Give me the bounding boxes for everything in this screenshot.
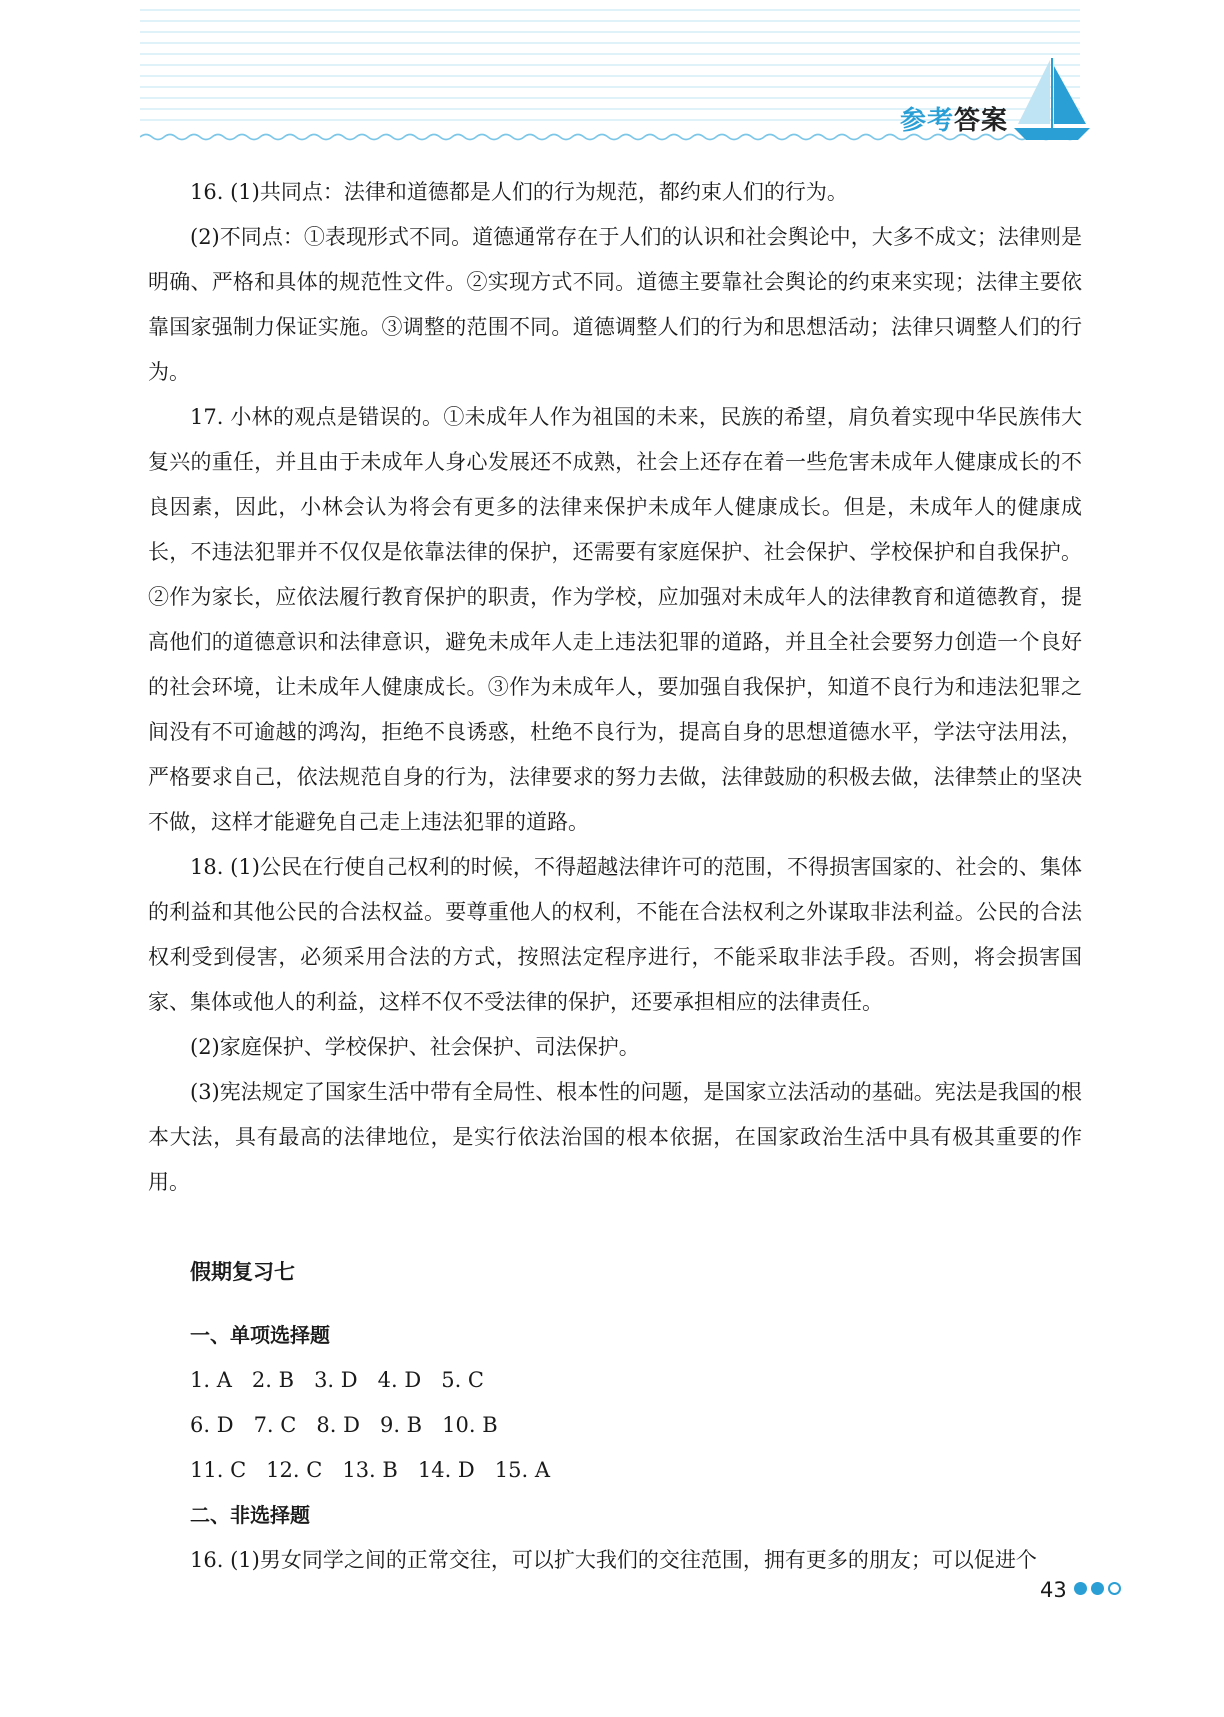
page-number: 43 <box>1040 1578 1067 1602</box>
section-title: 假期复习七 <box>190 1260 295 1284</box>
paragraph-18-2: (2)家庭保护、学校保护、社会保护、司法保护。 <box>190 1035 640 1059</box>
spacer <box>148 1205 1082 1250</box>
page-dots <box>1074 1582 1121 1595</box>
dot-icon <box>1108 1582 1121 1595</box>
part1-title: 一、单项选择题 <box>190 1323 330 1347</box>
paragraph-16-2: (2)不同点：①表现形式不同。道德通常存在于人们的认识和社会舆论中，大多不成文；法律则是明确、严格和具体的规范性文件。②实现方式不同。道德主要靠社会舆论的约束来实现；法律主要依靠国家强制力保证实施。③调整的范围不同。道德调整人们的行为和思想活动；法律只调整人们的行为。 <box>148 225 1082 384</box>
header-title-part1: 参考 <box>900 106 955 136</box>
part2-title: 二、非选择题 <box>190 1503 310 1527</box>
sailboat-icon <box>1012 58 1092 142</box>
dot-icon <box>1074 1582 1087 1595</box>
header-title-part2: 答案 <box>954 106 1009 136</box>
header-title <box>900 100 1008 137</box>
paragraph-16-1: 16. (1)共同点：法律和道德都是人们的行为规范，都约束人们的行为。 <box>190 180 848 204</box>
paragraph-18-3: (3)宪法规定了国家生活中带有全局性、根本性的问题，是国家立法活动的基础。宪法是我国的根本大法，具有最高的法律地位，是实行依法治国的根本依据，在国家政治生活中具有极其重要的作用。 <box>148 1080 1082 1194</box>
answer-row-3: 11. C 12. C 13. B 14. D 15. A <box>190 1458 551 1482</box>
answer-row-2: 6. D 7. C 8. D 9. B 10. B <box>190 1413 498 1437</box>
spacer <box>148 1295 1082 1313</box>
dot-icon <box>1091 1582 1104 1595</box>
paragraph-18-1: 18. (1)公民在行使自己权利的时候，不得超越法律许可的范围，不得损害国家的、社会的、集体的利益和其他公民的合法权益。要尊重他人的权利，不能在合法权利之外谋取非法利益。公民的合法权利受到侵害，必须采用合法的方式，按照法定程序进行，不能采取非法手段。否则，将会损害国家、集体或他人的利益，这样不仅不受法律的保护，还要承担相应的法律责任。 <box>148 855 1082 1014</box>
answer-row-1: 1. A 2. B 3. D 4. D 5. C <box>190 1368 484 1392</box>
paragraph-17: 17. 小林的观点是错误的。①未成年人作为祖国的未来，民族的希望，肩负着实现中华民族伟大复兴的重任，并且由于未成年人身心发展还不成熟，社会上还存在着一些危害未成年人健康成长的不良因素，因此，小林会认为将会有更多的法律来保护未成年人健康成长。但是，未成年人的健康成长，不违法犯罪并不仅仅是依靠法律的保护，还需要有家庭保护、社会保护、学校保护和自我保护。②作为家长，应依法履行教育保护的职责，作为学校，应加强对未成年人的法律教育和道德教育，提高他们的道德意识和法律意识，避免未成年人走上违法犯罪的道路，并且全社会要努力创造一个良好的社会环境，让未成年人健康成长。③作为未成年人，要加强自我保护，知道不良行为和违法犯罪之间没有不可逾越的鸿沟，拒绝不良诱惑，杜绝不良行为，提高自身的思想道德水平，学法守法用法，严格要求自己，依法规范自身的行为，法律要求的努力去做，法律鼓励的积极去做，法律禁止的坚决不做，这样才能避免自己走上违法犯罪的道路。 <box>148 405 1082 834</box>
paragraph-last: 16. (1)男女同学之间的正常交往，可以扩大我们的交往范围，拥有更多的朋友；可以促进个 <box>190 1548 1037 1572</box>
answer-content <box>148 170 1082 1583</box>
